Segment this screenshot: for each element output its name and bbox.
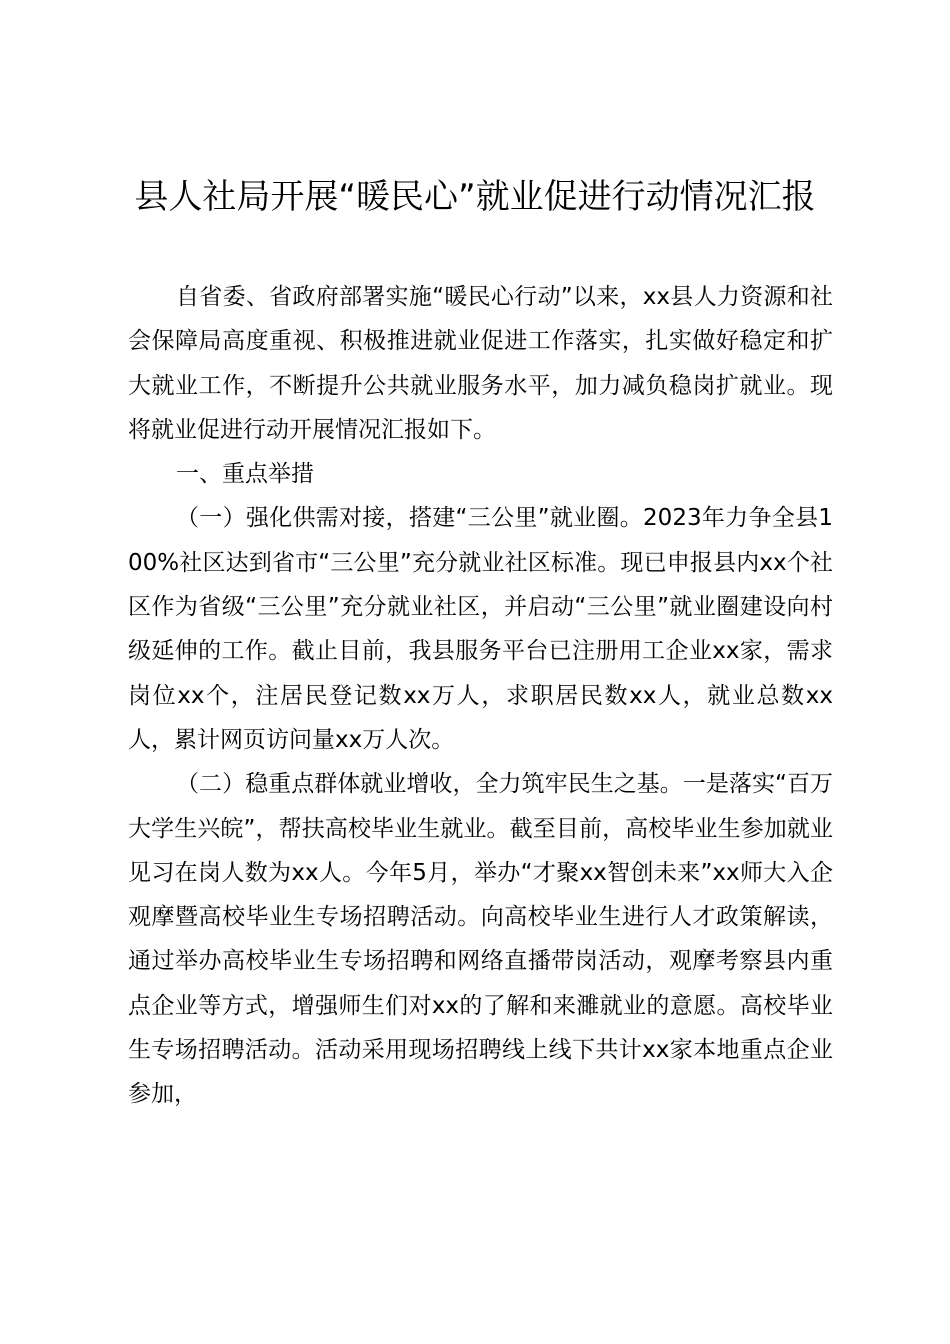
section-heading-key-measures: 一、重点举措 [176, 461, 314, 488]
measure-paragraph-2: （二）稳重点群体就业增收，全力筑牢民生之基。一是落实“百万大学生兴皖”，帮扶高校毕业生就业。截至目前，高校毕业生参加就业见习在岗人数为xx人。今年5月，举办“才聚xx智创未来”xx师大入企观摩暨高校毕业生专场招聘活动。向高校毕业生进行人才政策解读，通过举办高校毕业生专场招聘和网络直播带岗活动，观摩考察县内重点企业等方式，增强师生们对xx的了解和来濉就业的意愿。高校毕业生专场招聘活动。活动采用现场招聘线上线下共计xx家本地重点企业参加， [128, 771, 833, 1108]
intro-paragraph: 自省委、省政府部署实施“暖民心行动”以来，xx县人力资源和社会保障局高度重视、积极推进就业促进工作落实，扎实做好稳定和扩大就业工作，不断提升公共就业服务水平，加力减负稳岗扩就业。现将就业促进行动开展情况汇报如下。 [128, 284, 833, 443]
measure-paragraph-1: （一）强化供需对接，搭建“三公里”就业圈。2023年力争全县100%社区达到省市“三公里”充分就业社区标准。现已申报县内xx个社区作为省级“三公里”充分就业社区，并启动“三公里”就业圈建设向村级延伸的工作。截止目前，我县服务平台已注册用工企业xx家，需求岗位xx个，注居民登记数xx万人，求职居民数xx人，就业总数xx人，累计网页访问量xx万人次。 [128, 505, 833, 753]
document-title: 县人社局开展“暖民心”就业促进行动情况汇报 [134, 177, 816, 217]
document-body [128, 275, 833, 1117]
